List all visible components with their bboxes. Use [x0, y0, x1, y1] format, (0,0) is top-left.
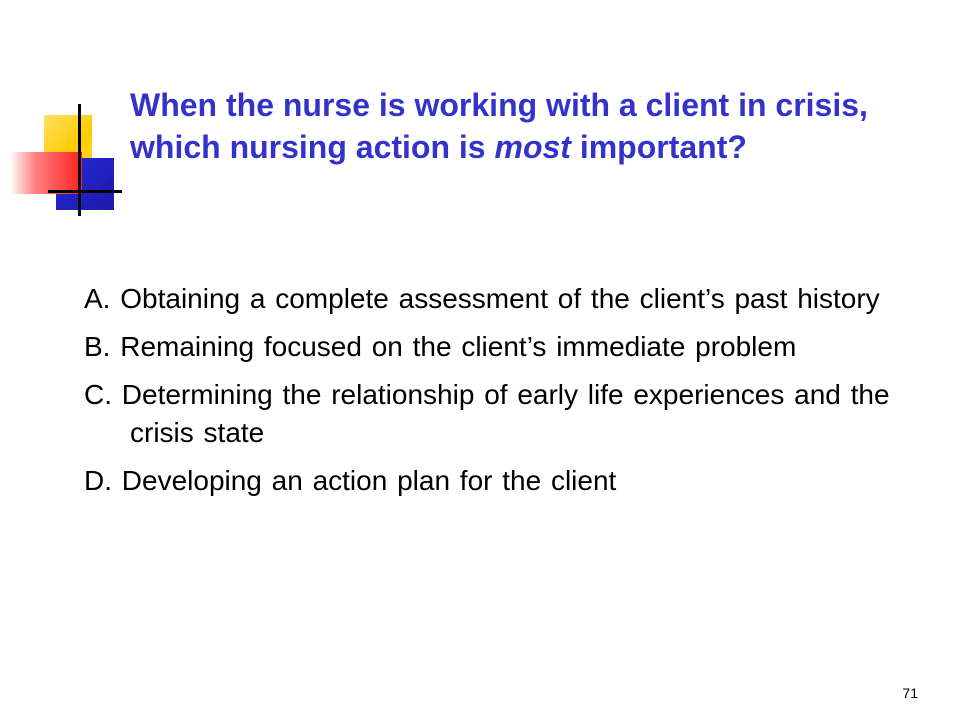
answer-option-a: A. Obtaining a complete assessment of the client’s past history [84, 283, 880, 314]
colored-squares-crosshair-icon [10, 100, 125, 220]
logo-red-square [10, 152, 82, 194]
question-title-after: important? [570, 129, 747, 165]
answer-option-d: D. Developing an action plan for the client [84, 465, 617, 496]
question-title-before: When the nurse is working with a client in crisis, which nursing action is [130, 87, 868, 165]
logo-vertical-line [78, 104, 81, 216]
page-number: 71 [902, 685, 918, 701]
question-title-emphasis: most [494, 129, 571, 165]
answer-option-c: C. Determining the relationship of early life experiences and the crisis state [84, 379, 890, 448]
answer-options-list [84, 280, 914, 510]
logo-horizontal-line [48, 190, 122, 193]
answer-option-b: B. Remaining focused on the client’s immediate problem [84, 331, 797, 362]
question-title [130, 84, 940, 168]
